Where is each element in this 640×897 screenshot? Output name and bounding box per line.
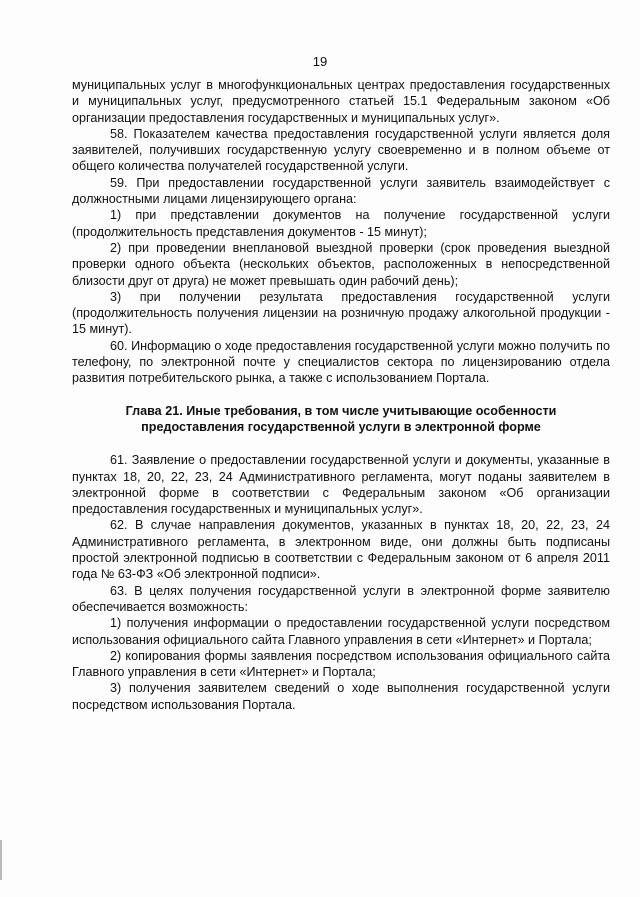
paragraph-63: 63. В целях получения государственной услуги в электронной форме заявителю обеспечивается возможность: xyxy=(72,583,610,614)
chapter-heading-line-2: предоставления государственной услуги в электронной форме xyxy=(141,419,541,434)
paragraph-63-item-1: 1) получения информации о предоставлении государственной услуги посредством использования официального сайта Главного управления в сети «Интернет» и Портала; xyxy=(72,616,610,647)
chapter-heading-line-1: Глава 21. Иные требования, в том числе учитывающие особенности xyxy=(125,403,557,418)
paragraph-59-item-3: 3) при получении результата предоставления государственной услуги (продолжительность получения лицензии на розничную продажу алкогольной продукции - 15 минут). xyxy=(72,289,610,337)
paragraph-59-item-1: 1) при представлении документов на получение государственной услуги (продолжительность представления документов - 15 минут); xyxy=(72,208,610,239)
document-body xyxy=(72,77,610,713)
paragraph-60: 60. Информацию о ходе предоставления государственной услуги можно получить по телефону, по электронной почте у специалистов сектора по лицензированию отдела развития потребительского рынка, а также с использованием Портала. xyxy=(72,338,610,386)
paragraph-63-item-3: 3) получения заявителем сведений о ходе выполнения государственной услуги посредством использования Портала. xyxy=(72,681,610,712)
paragraph-continuation: муниципальных услуг в многофункциональных центрах предоставления государственных и муниципальных услуг, предусмотренного статьей 15.1 Федеральным законом «Об организации предоставления государственных и муниципальных услуг». xyxy=(72,78,610,125)
page-number: 19 xyxy=(312,54,328,69)
scan-edge-mark xyxy=(0,840,2,880)
paragraph-59-item-2: 2) при проведении внеплановой выездной проверки (срок проведения выездной проверки одного объекта (нескольких объектов, расположенных в непосредственной близости друг от друга) не может превышать один рабочий день); xyxy=(72,240,610,288)
paragraph-58: 58. Показателем качества предоставления государственной услуги является доля заявителей, получивших государственную услугу своевременно и в полном объеме от общего количества получателей государственной услуги. xyxy=(72,126,610,174)
chapter-heading xyxy=(72,403,610,436)
paragraph-62: 62. В случае направления документов, указанных в пунктах 18, 20, 22, 23, 24 Административного регламента, в электронном виде, они должны быть подписаны простой электронной подписью в соответствии с Федеральным законом от 6 апреля 2011 года № 63-ФЗ «Об электронной подписи». xyxy=(72,518,610,582)
paragraph-63-item-2: 2) копирования формы заявления посредством использования официального сайта Главного управления в сети «Интернет» и Портала; xyxy=(72,648,610,680)
paragraph-61: 61. Заявление о предоставлении государственной услуги и документы, указанные в пунктах 18, 20, 22, 23, 24 Административного регламента, могут поданы заявителем в электронной форме в соответствии с Федеральным законом «Об организации предоставления государственных и муниципальных услуг». xyxy=(72,453,610,517)
paragraph-59: 59. При предоставлении государственной услуги заявитель взаимодействует с должностными лицами лицензирующего органа: xyxy=(72,175,610,207)
